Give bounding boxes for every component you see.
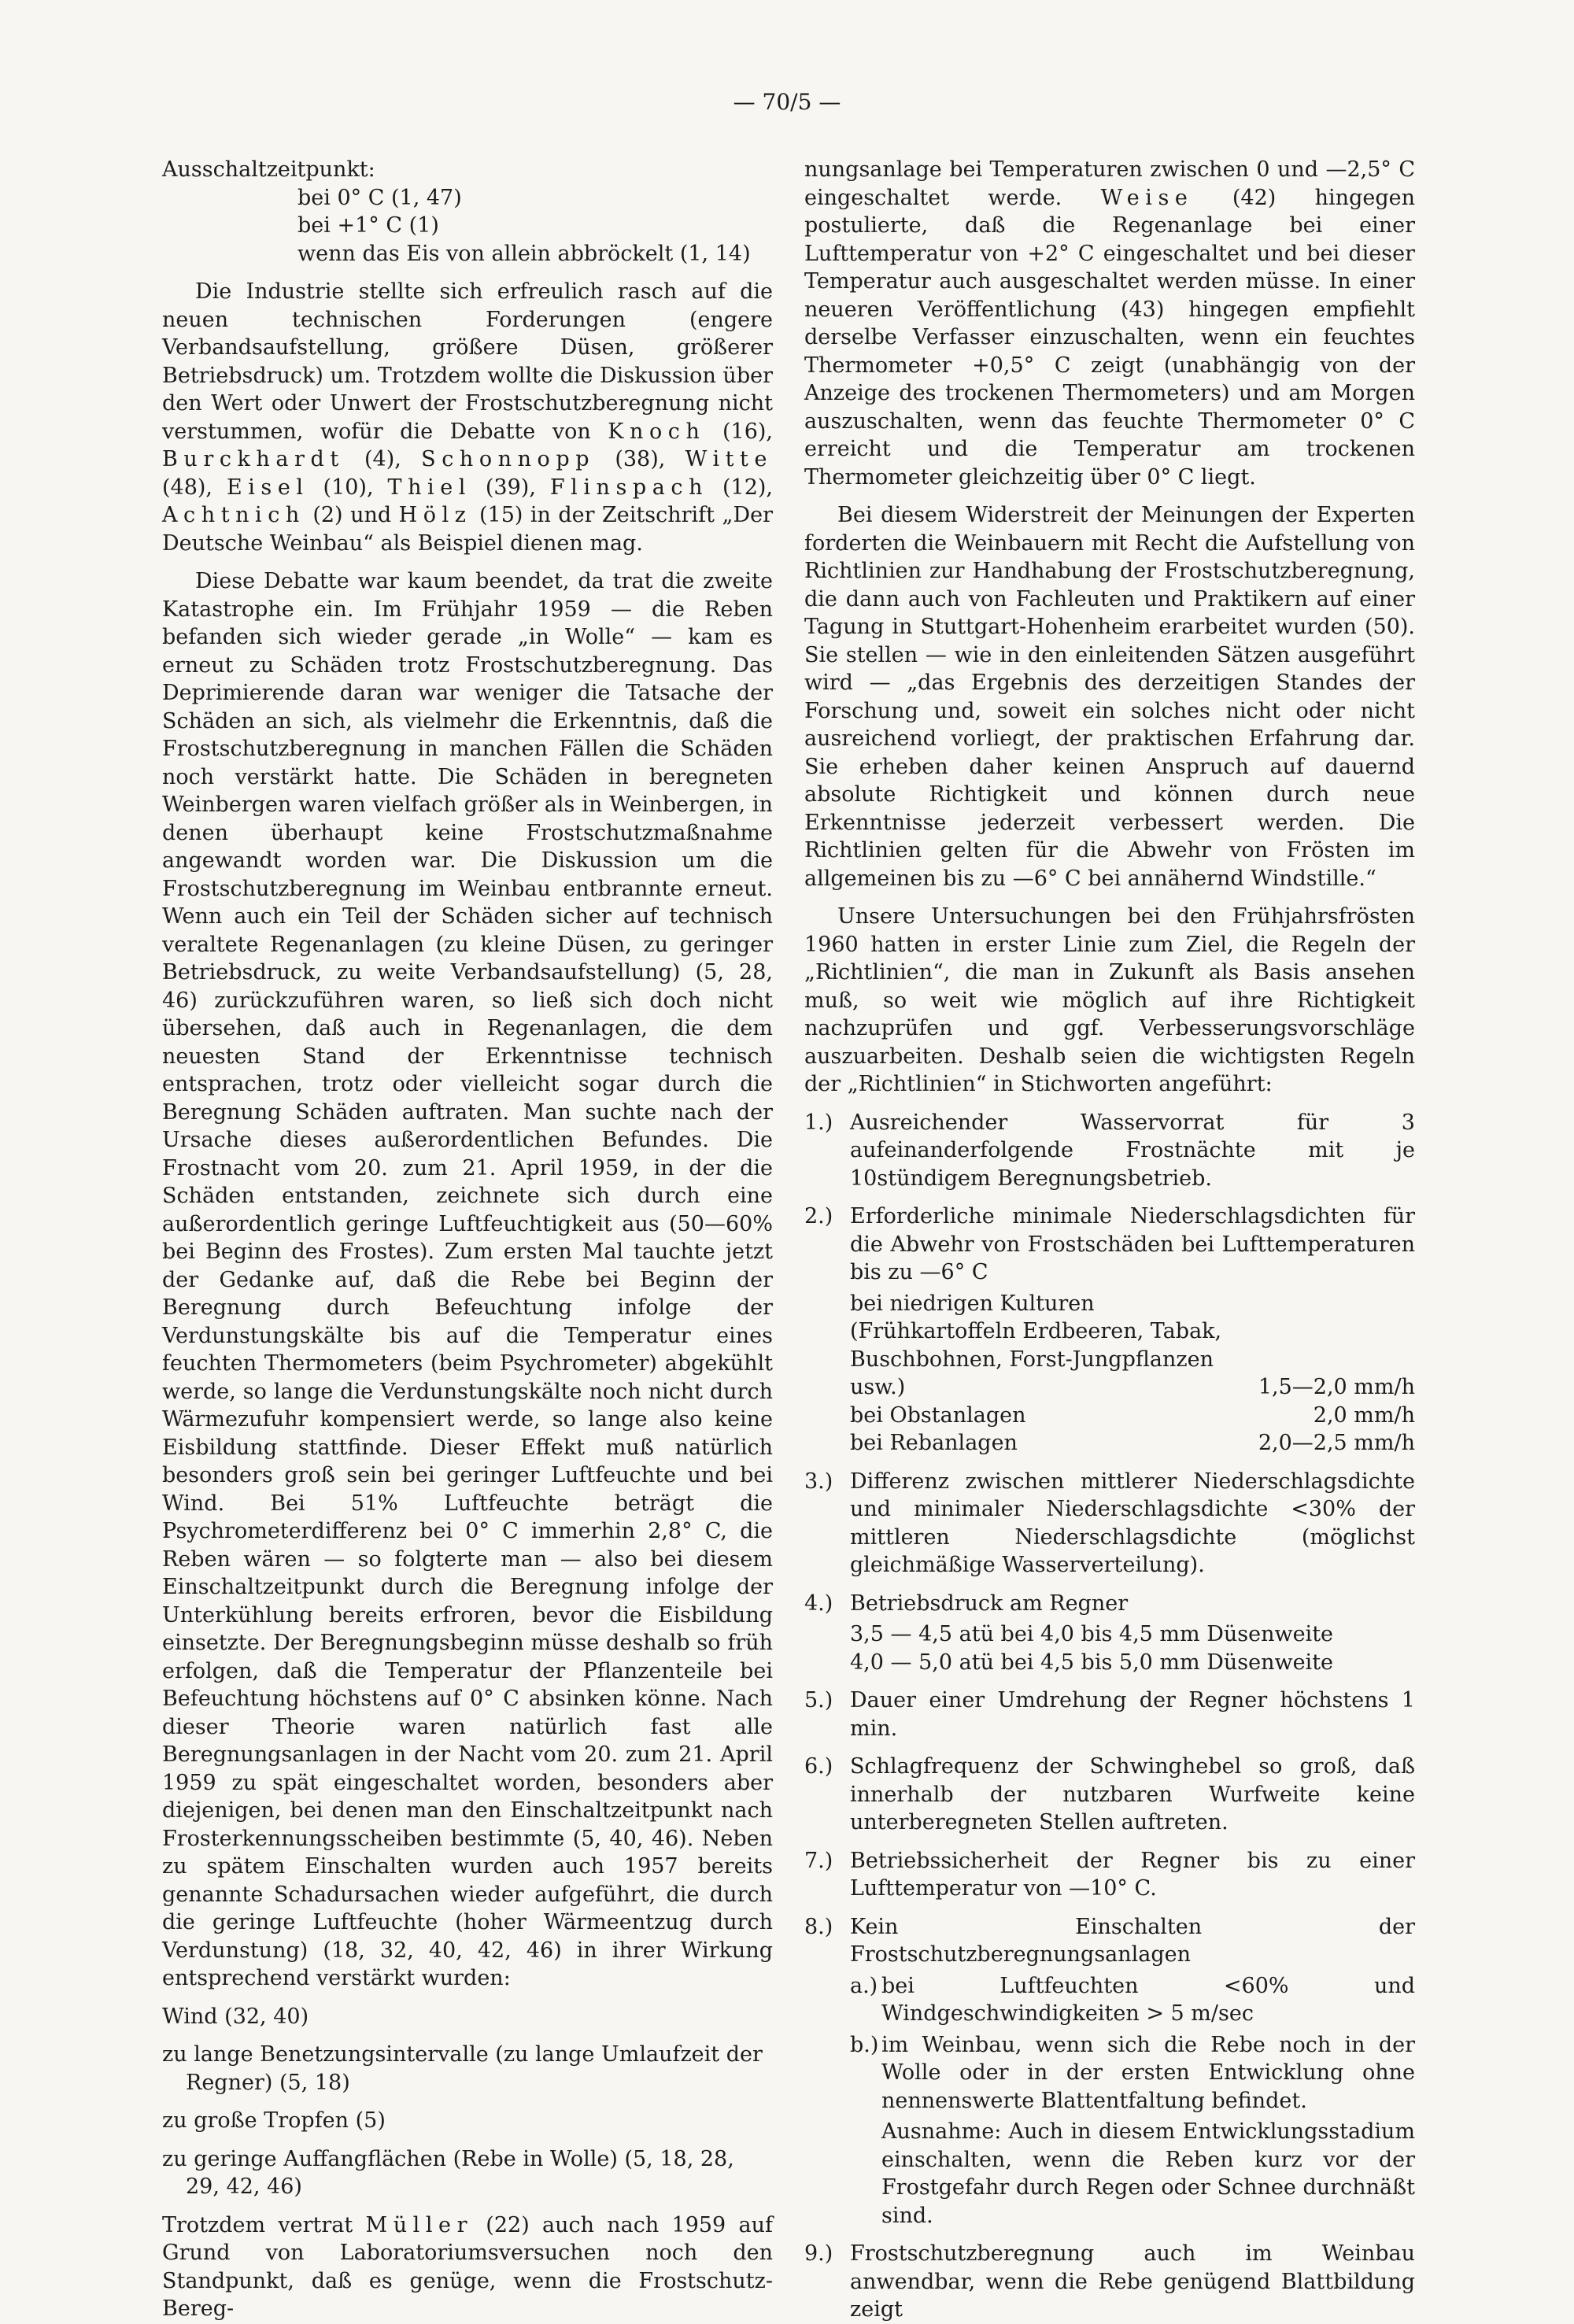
rule-item (804, 1753, 1415, 1837)
density-row (850, 1402, 1415, 1430)
reference: (2) und (305, 503, 399, 527)
rule-item (804, 1913, 1415, 2230)
exception-text: Ausnahme: Auch in diesem Entwicklungsstadium einschalten, wenn die Reben kurz vor der Frostgefahr durch Regen oder Schnee durchnäßt sind. (881, 2119, 1415, 2228)
rule-text: Dauer einer Umdrehung der Regner höchstens 1 min. (850, 1688, 1415, 1741)
reference: (39), (471, 475, 550, 500)
rule-number: 8.) (804, 1914, 833, 1939)
left-column (162, 156, 773, 2323)
cause-item: zu große Tropfen (5) (162, 2108, 386, 2133)
rule-body (850, 1913, 1415, 2230)
cause-item: zu lange Benetzungsintervalle (zu lange Umlaufzeit der Regner) (5, 18) (162, 2042, 763, 2095)
switchoff-condition: bei +1° C (1) (297, 213, 439, 238)
switchoff-heading: Ausschaltzeitpunkt: (162, 157, 375, 182)
rule-body (850, 1203, 1415, 1458)
rule-item (804, 1109, 1415, 1193)
author-name: Müller (365, 2212, 474, 2237)
paragraph-guidelines: Bei diesem Widerstreit der Meinungen der Experten forderten die Weinbauern mit Recht die Aufstellung von Richtlinien zur Handhabung der Frostschutzberegnung, die dann auch von Fachleuten und Praktikern auf einer Tagung in Stuttgart-Hohenheim erarbeitet wurden (50). Sie stellen — wie in den einleitenden Sätzen ausgeführt wird — „das Ergebnis des derzeitigen Standes der Forschung und, soweit ein solches nicht oder nicht ausreichend vorliegt, der praktischen Erfahrung dar. Sie erheben daher keinen Anspruch auf dauernd absolute Richtigkeit und können durch neue Erkenntnisse jederzeit verbessert werden. Die Richtlinien gelten für die Abwehr von Frösten im allgemeinen bis zu —6° C bei annähernd Windstille.“ (804, 503, 1415, 891)
reference: (38), (595, 447, 685, 471)
page-number: — 70/5 — (733, 89, 841, 115)
rule-number: 6.) (804, 1754, 833, 1779)
paragraph-industry (162, 278, 773, 557)
author-name: Eisel (226, 475, 309, 500)
paragraph-mueller (162, 2211, 773, 2323)
rule-text: Betriebsdruck am Regner (850, 1591, 1129, 1616)
sub-rule (850, 2031, 1415, 2115)
reference: (4), (344, 447, 422, 471)
author-name: Hölz (398, 503, 472, 527)
reference: (16), (705, 419, 773, 444)
cause-item: zu geringe Auffangflächen (Rebe in Wolle) (5, 18, 28, 29, 42, 46) (162, 2146, 734, 2199)
sub-rule-label: a.) (850, 1973, 878, 1998)
paragraph-investigations: Unsere Untersuchungen bei den Frühjahrsfrösten 1960 hatten in erster Linie zum Ziel, die Regeln der „Richtlinien“, die man in Zukunft als Basis ansehen muß, so weit wie möglich auf ihre Richtigkeit nachzuprüfen und ggf. Verbesserungsvorschläge auszuarbeiten. Deshalb seien die wichtigsten Regeln der „Richtlinien“ in Stichworten angeführt: (804, 904, 1415, 1096)
author-name: Achtnich (162, 503, 305, 527)
density-value: 2,0 mm/h (1313, 1402, 1415, 1428)
paragraph-text: (42) hingegen postulierte, daß die Regenanlage bei einer Lufttemperatur von +2° C eingeschaltet und bei dieser Temperatur auch ausgeschaltet werden müsse. In einer neueren Veröffentlichung (43) hingegen empfiehlt derselbe Verfasser einzuschalten, wenn ein feuchtes Thermometer +0,5° C zeigt (unabhängig von der Anzeige des trockenen Thermometers) und am Morgen auszuschalten, wenn das feuchte Thermometer 0° C erreicht und die Temperatur am trockenen Thermometer gleichzeitig über 0° C liegt. (804, 185, 1415, 490)
rules-list (804, 1109, 1415, 2324)
paragraph-second-catastrophe: Diese Debatte war kaum beendet, da trat die zweite Katastrophe ein. Im Frühjahr 1959 — die Reben befanden sich wieder gerade „in Wolle“ — kam es erneut zu Schäden trotz Frostschutzberegnung. Das Deprimierende daran war weniger die Tatsache der Schäden an sich, als vielmehr die Erkenntnis, daß die Frostschutzberegnung in manchen Fällen die Schäden noch verstärkt hatte. Die Schäden in beregneten Weinbergen waren vielfach größer als in Weinbergen, in denen überhaupt keine Frostschutzmaßnahme angewandt worden war. Die Diskussion um die Frostschutzberegnung im Weinbau entbrannte erneut. Wenn auch ein Teil der Schäden sicher auf technisch veraltete Regenanlagen (zu kleine Düsen, zu geringer Betriebsdruck, zu weite Verbandsaufstellung) (5, 28, 46) zurückzuführen waren, so ließ sich doch nicht übersehen, daß auch in Regenanlagen, die dem neuesten Stand der Erkenntnisse technisch entsprachen, trotz oder vielleicht sogar durch die Beregnung Schäden auftraten. Man suchte nach der Ursache dieses außerordentlichen Befundes. Die Frostnacht vom 20. zum 21. April 1959, in der die Schäden entstanden, zeichnete sich durch eine außerordentlich geringe Luftfeuchtigkeit aus (50—60% bei Beginn des Frostes). Zum ersten Mal tauchte jetzt der Gedanke auf, daß die Rebe bei Beginn der Beregnung durch Befeuchtung infolge der Verdunstungskälte bis auf die Temperatur eines feuchten Thermometers (beim Psychrometer) abgekühlt werde, so lange die Verdunstungskälte noch nicht durch Wärmezufuhr kompensiert werde, so lange also keine Eisbildung stattfinde. Dieser Effekt muß natürlich besonders groß sein bei geringer Luftfeuchte und bei Wind. Bei 51% Luftfeuchte beträgt die Psychrometerdifferenz bei 0° C immerhin 2,8° C, die Reben wären — so folgterte man — also bei diesem Einschaltzeitpunkt durch die Beregnung infolge der Unterkühlung bereits erfroren, bevor die Eisbildung einsetzte. Der Beregnungsbeginn müsse deshalb so früh erfolgen, daß die Temperatur der Pflanzenteile bei Befeuchtung höchstens auf 0° C absinken könne. Nach dieser Theorie waren natürlich fast alle Beregnungsanlagen in der Nacht vom 20. zum 21. April 1959 zu spät eingeschaltet worden, besonders aber diejenigen, bei denen man den Einschaltzeitpunkt nach Frosterkennungsscheiben bestimmte (5, 40, 46). Neben zu spätem Einschalten wurden auch 1957 bereits genannte Schadursachen wieder aufgeführt, die durch die geringe Luftfeuchte (hoher Wärmeentzug durch Verdunstung) (18, 32, 40, 42, 46) in ihrer Wirkung entsprechend verstärkt wurden: (162, 569, 773, 1990)
reference: (12), (708, 475, 774, 500)
density-row (850, 1290, 1415, 1402)
rule-item (804, 1847, 1415, 1903)
rule-number: 5.) (804, 1688, 833, 1713)
rule-text: Betriebssicherheit der Regner bis zu einer Lufttemperatur von —10° C. (850, 1848, 1415, 1901)
switchoff-condition: bei 0° C (1, 47) (297, 185, 462, 210)
rule-item (804, 1203, 1415, 1458)
rule-number: 7.) (804, 1848, 833, 1873)
paragraph-text: Trotzdem vertrat (162, 2212, 353, 2237)
sub-rule-text: im Weinbau, wenn sich die Rebe noch in der Wolle oder in der ersten Entwicklung ohne nennenswerte Blattentfaltung befindet. (881, 2032, 1415, 2113)
paragraph-text: (22) auch nach 1959 auf Grund von Laboratoriumsversuchen noch den Standpunkt, daß es genüge, wenn die Frostschutz-Bereg- (162, 2212, 773, 2321)
rule-text: Schlagfrequenz der Schwinghebel so groß, daß innerhalb der nutzbaren Wurfweite keine unterberegneten Stellen auftreten. (850, 1754, 1415, 1834)
author-name: Thiel (387, 475, 471, 500)
density-value: 1,5—2,0 mm/h (1258, 1375, 1415, 1399)
density-row (850, 1429, 1415, 1458)
rule-text: Ausreichender Wasservorrat für 3 aufeinanderfolgende Frostnächte mit je 10stündigem Beregnungsbetrieb. (850, 1110, 1415, 1191)
rule-item (804, 1687, 1415, 1742)
reference: (15) in der Zeitschrift „Der Deutsche Weinbau“ als Beispiel dienen mag. (162, 503, 773, 556)
author-name: Flinspach (549, 475, 709, 500)
author-name: Knoch (608, 419, 706, 444)
rule-text: Erforderliche minimale Niederschlagsdichten für die Abwehr von Frostschäden bei Lufttemperaturen bis zu —6° C (850, 1204, 1415, 1284)
density-value: 2,0—2,5 mm/h (1258, 1431, 1415, 1455)
rule-item (804, 2240, 1415, 2324)
reference: (48), (162, 475, 227, 500)
density-label: bei Rebanlagen (850, 1431, 1018, 1455)
rule-body (850, 1590, 1415, 1677)
pressure-line: 4,0 — 5,0 atü bei 4,5 bis 5,0 mm Düsenweite (850, 1650, 1334, 1675)
switchoff-condition: wenn das Eis von allein abbröckelt (1, 14) (297, 241, 751, 266)
author-name: Weise (1100, 185, 1194, 210)
paragraph-text: Die Industrie stellte sich erfreulich rasch auf die neuen technischen Forderungen (engere Verbandsaufstellung, größere Düsen, größerer Betriebsdruck) um. Trotzdem wollte die Diskussion über den Wert oder Unwert der Frostschutzberegnung nicht verstummen, wofür die Debatte von (162, 279, 773, 444)
rule-text: Kein Einschalten der Frostschutzberegnungsanlagen (850, 1914, 1415, 1967)
rule-text: Differenz zwischen mittlerer Niederschlagsdichte und minimaler Niederschlagsdichte <30% der mittleren Niederschlagsdichte (möglichst gleichmäßige Wasserverteilung). (850, 1469, 1415, 1577)
pressure-line: 3,5 — 4,5 atü bei 4,0 bis 4,5 mm Düsenweite (850, 1622, 1334, 1646)
author-name: Burckhardt (162, 447, 345, 471)
density-label: bei Obstanlagen (850, 1402, 1026, 1428)
density-label: bei niedrigen Kulturen (Frühkartoffeln Erdbeeren, Tabak, Buschbohnen, Forst-Jungpflanzen usw.) (850, 1291, 1222, 1399)
author-name: Schonnopp (421, 447, 596, 471)
rule-number: 2.) (804, 1204, 833, 1229)
reference: (10), (309, 475, 388, 500)
rule-number: 9.) (804, 2241, 833, 2266)
sub-rule-text: bei Luftfeuchten <60% und Windgeschwindigkeiten > 5 m/sec (881, 1973, 1415, 2026)
sub-rule (850, 1972, 1415, 2028)
rule-number: 1.) (804, 1110, 833, 1135)
rule-text: Frostschutzberegnung auch im Weinbau anwendbar, wenn die Rebe genügend Blattbildung zeigt (850, 2241, 1415, 2322)
paragraph-text: nungsanlage bei Temperaturen zwischen 0 und —2,5° C eingeschaltet werde. (804, 157, 1415, 210)
right-column (804, 156, 1415, 2324)
rule-item (804, 1468, 1415, 1580)
paragraph-weise (804, 156, 1415, 491)
sub-rule-label: b.) (850, 2032, 879, 2057)
rule-number: 4.) (804, 1591, 833, 1616)
author-name: Witte (685, 447, 774, 471)
rule-item (804, 1590, 1415, 1677)
rule-number: 3.) (804, 1469, 833, 1494)
cause-item: Wind (32, 40) (162, 2004, 309, 2029)
